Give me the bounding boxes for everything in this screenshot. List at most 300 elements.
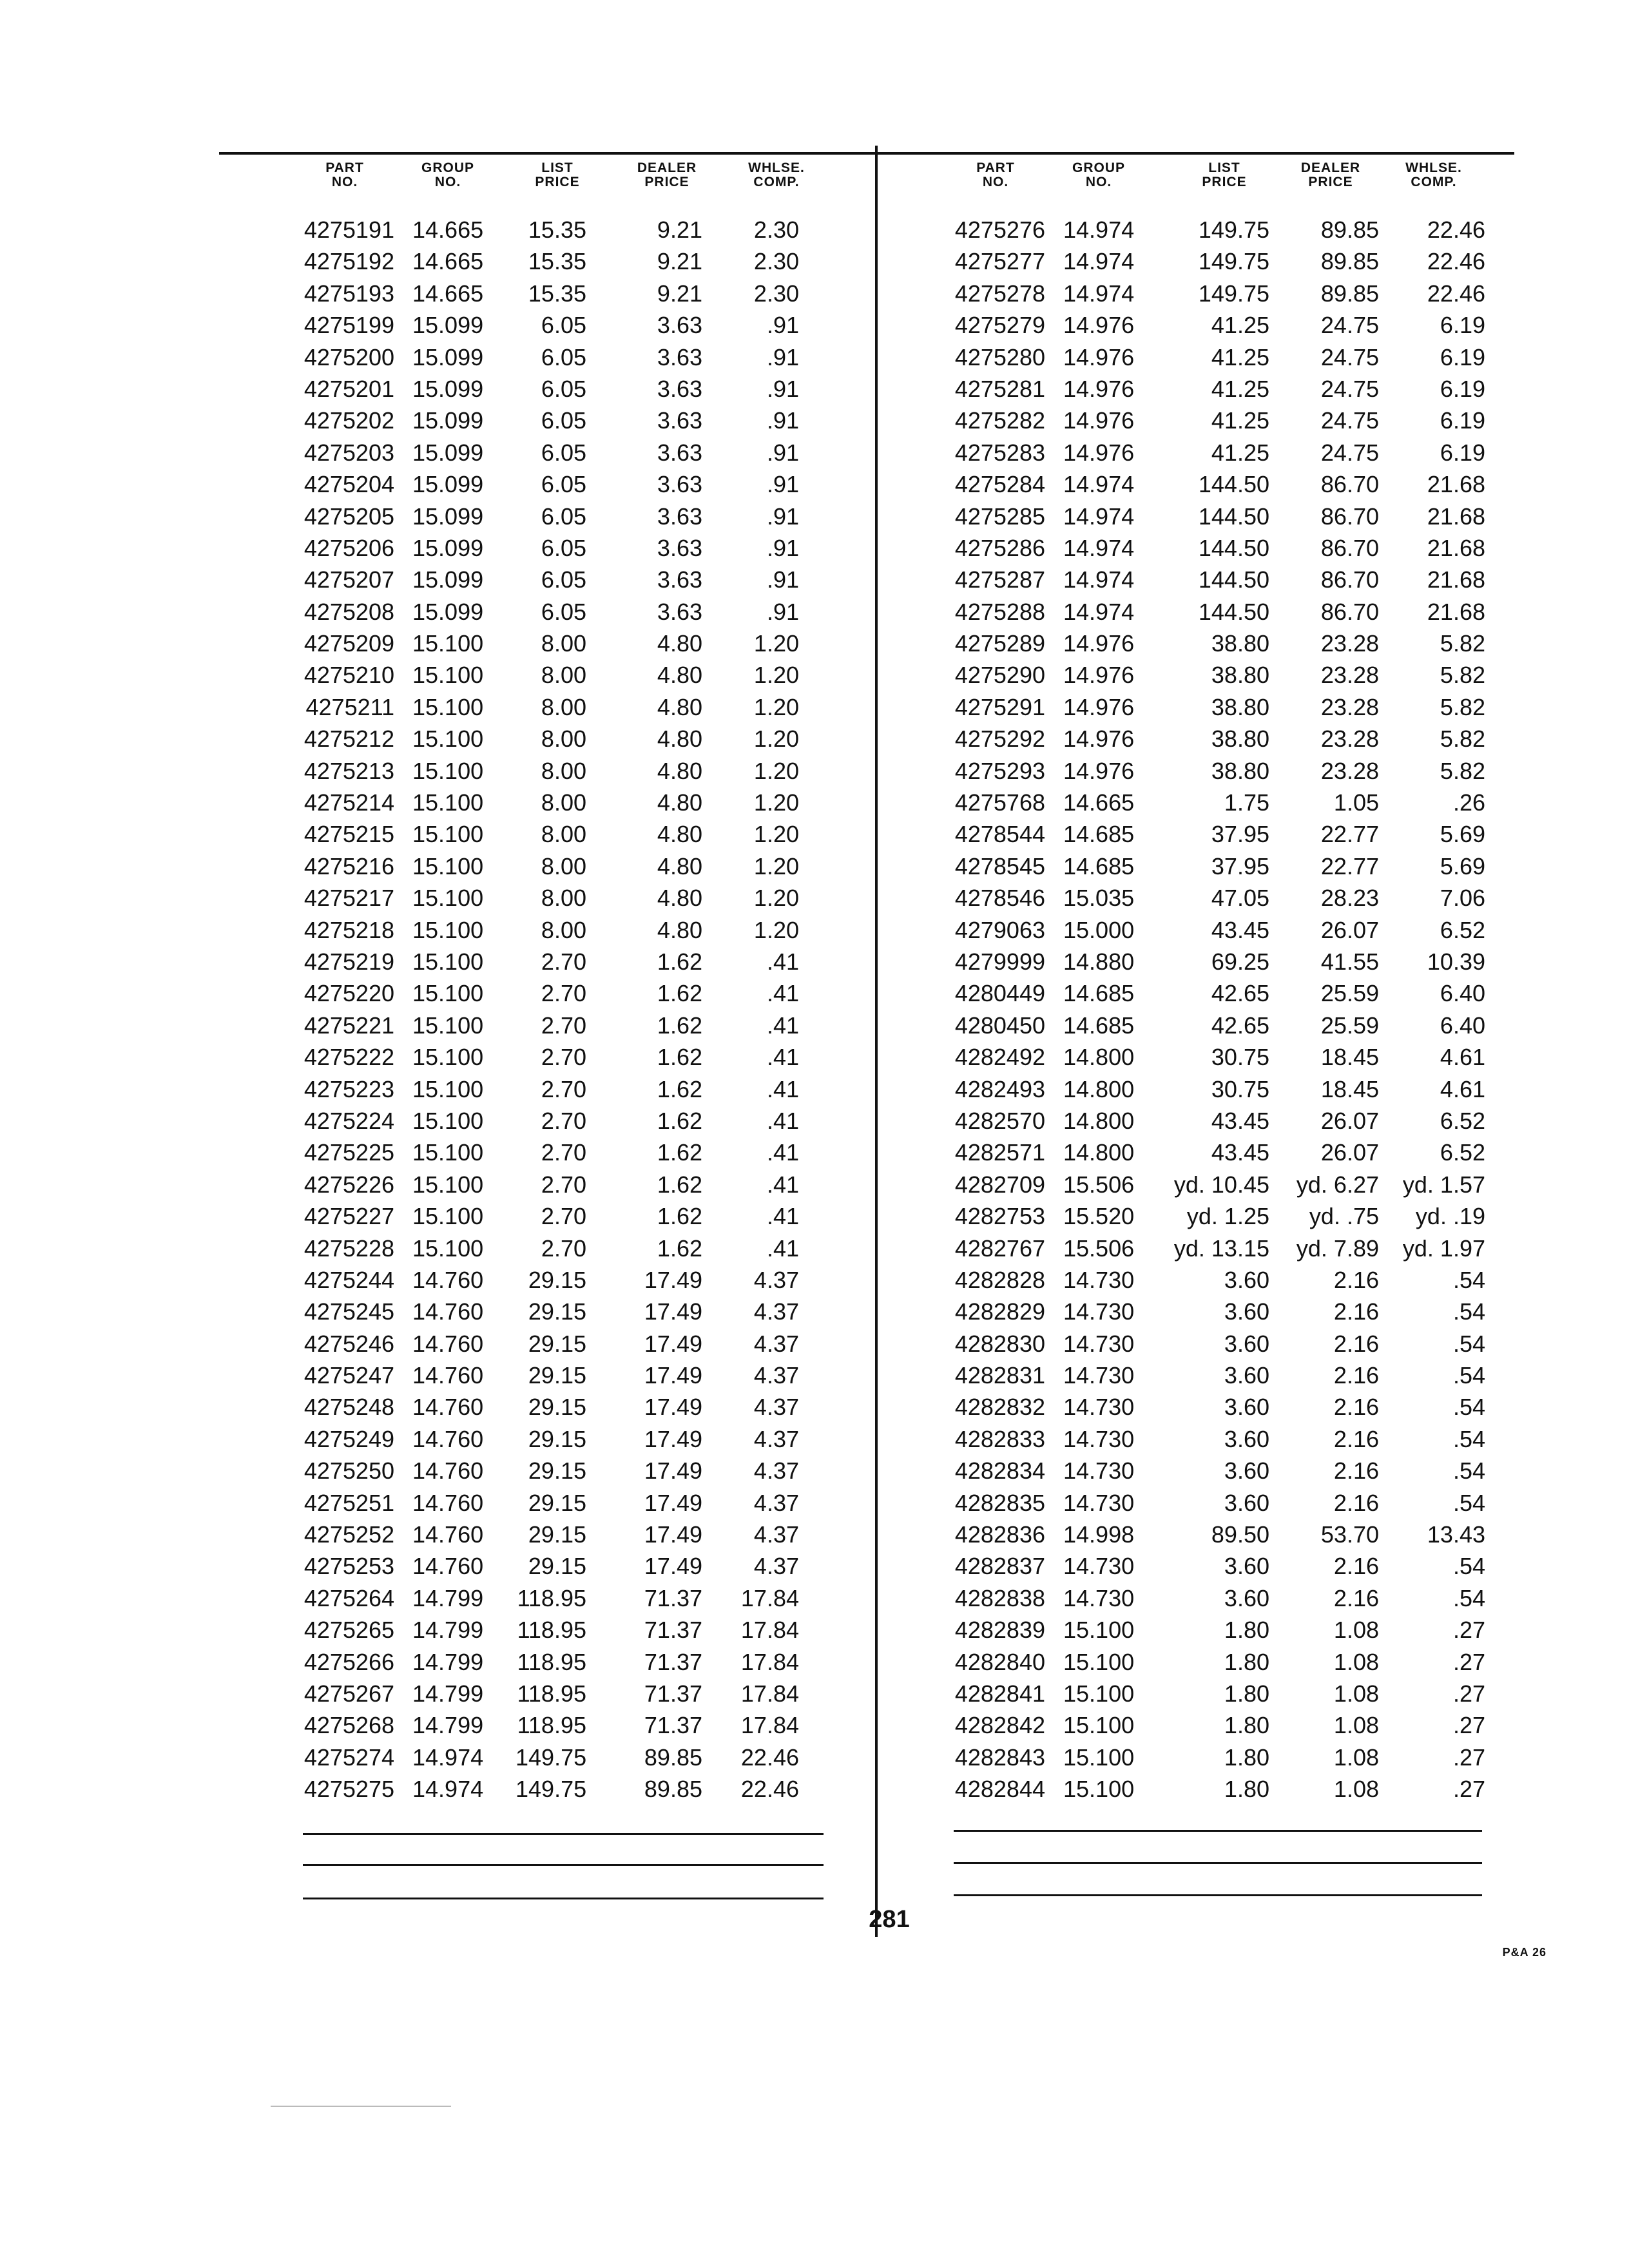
list-price-cell: 2.70 [541, 1171, 586, 1198]
part-no-cell: 4282767 [954, 1235, 1045, 1262]
part-no-cell: 4275205 [304, 503, 394, 530]
dealer-price-cell: 9.21 [657, 248, 702, 275]
list-price-cell: 6.05 [541, 407, 586, 434]
dealer-price-cell: 1.62 [657, 1107, 702, 1134]
group-no-cell: 14.799 [412, 1712, 484, 1739]
part-no-cell: 4282842 [954, 1712, 1045, 1739]
whlse-comp-cell: 4.37 [753, 1521, 799, 1548]
whlse-comp-cell: 1.20 [753, 630, 799, 657]
whlse-comp-cell: .91 [766, 375, 799, 402]
list-price-cell: 2.70 [541, 948, 586, 975]
part-no-cell: 4282492 [954, 1044, 1045, 1071]
table-row [284, 341, 838, 373]
whlse-comp-cell: .54 [1452, 1584, 1485, 1611]
whlse-comp-cell: 6.19 [1440, 375, 1485, 402]
list-price-cell: 69.25 [1211, 948, 1269, 975]
whlse-comp-cell: .41 [766, 1203, 799, 1230]
table-row [934, 1296, 1501, 1327]
list-price-cell: 15.35 [528, 280, 586, 307]
group-no-cell: 14.665 [412, 280, 484, 307]
group-no-cell: 14.974 [1063, 566, 1135, 593]
dealer-price-cell: 26.07 [1320, 1139, 1379, 1166]
group-no-cell: 14.730 [1063, 1394, 1135, 1421]
part-no-cell: 4275768 [954, 789, 1045, 816]
table-row [284, 818, 838, 850]
part-no-cell: 4275281 [954, 375, 1045, 402]
table-row [934, 1582, 1501, 1614]
dealer-price-cell: 24.75 [1320, 439, 1379, 466]
part-no-cell: 4275220 [304, 980, 394, 1007]
group-no-cell: 14.800 [1063, 1075, 1135, 1102]
whlse-comp-cell: 4.61 [1440, 1075, 1485, 1102]
dealer-price-cell: 25.59 [1320, 980, 1379, 1007]
part-no-cell: 4280449 [954, 980, 1045, 1007]
table-row [934, 1200, 1501, 1232]
list-price-cell: 30.75 [1211, 1044, 1269, 1071]
table-row [934, 787, 1501, 818]
whlse-comp-cell: .91 [766, 471, 799, 498]
table-row [934, 1614, 1501, 1646]
whlse-comp-cell: 5.82 [1440, 693, 1485, 720]
group-no-cell: 14.665 [412, 248, 484, 275]
whlse-comp-cell: 17.84 [740, 1712, 799, 1739]
part-no-cell: 4275224 [304, 1107, 394, 1134]
group-no-cell: 14.974 [1063, 280, 1135, 307]
whlse-comp-cell: .26 [1452, 789, 1485, 816]
group-no-cell: 15.035 [1063, 885, 1135, 912]
whlse-comp-cell: .27 [1452, 1776, 1485, 1803]
list-price-cell: 41.25 [1211, 312, 1269, 339]
part-no-cell: 4275193 [304, 280, 394, 307]
list-price-cell: 29.15 [528, 1394, 586, 1421]
dealer-price-cell: 4.80 [657, 789, 702, 816]
whlse-comp-cell: .91 [766, 503, 799, 530]
dealer-price-cell: 1.08 [1333, 1680, 1379, 1707]
group-no-cell: 14.799 [412, 1584, 484, 1611]
part-no-cell: 4278544 [954, 821, 1045, 848]
whlse-comp-cell: 1.20 [753, 757, 799, 784]
header-list-price: LIST PRICE [1202, 160, 1247, 189]
header-group-no: GROUP NO. [421, 160, 474, 189]
list-price-cell: 118.95 [517, 1584, 586, 1611]
header-whlse-comp: WHLSE. COMP. [748, 160, 805, 189]
dealer-price-cell: 2.16 [1333, 1362, 1379, 1389]
dealer-price-cell: 1.62 [657, 1075, 702, 1102]
whlse-comp-cell: 6.19 [1440, 343, 1485, 370]
part-no-cell: 4275266 [304, 1648, 394, 1675]
group-no-cell: 14.800 [1063, 1107, 1135, 1134]
group-no-cell: 14.730 [1063, 1266, 1135, 1293]
table-row [934, 468, 1501, 500]
group-no-cell: 14.976 [1063, 343, 1135, 370]
group-no-cell: 14.976 [1063, 693, 1135, 720]
group-no-cell: 15.100 [412, 726, 484, 753]
dealer-price-cell: 2.16 [1333, 1425, 1379, 1452]
part-no-cell: 4275282 [954, 407, 1045, 434]
dealer-price-cell: 1.62 [657, 1171, 702, 1198]
whlse-comp-cell: 5.69 [1440, 821, 1485, 848]
list-price-cell: 2.70 [541, 1235, 586, 1262]
dealer-price-cell: 1.08 [1333, 1712, 1379, 1739]
table-row [284, 1773, 838, 1805]
part-no-cell: 4275247 [304, 1362, 394, 1389]
group-no-cell: 15.099 [412, 439, 484, 466]
list-price-cell: 42.65 [1211, 980, 1269, 1007]
part-no-cell: 4275287 [954, 566, 1045, 593]
dealer-price-cell: 23.28 [1320, 757, 1379, 784]
dealer-price-cell: 89.85 [1320, 216, 1379, 243]
table-row [934, 1391, 1501, 1423]
part-no-cell: 4282844 [954, 1776, 1045, 1803]
table-row [934, 309, 1501, 341]
part-no-cell: 4275284 [954, 471, 1045, 498]
group-no-cell: 14.760 [412, 1298, 484, 1325]
list-price-cell: 37.95 [1211, 821, 1269, 848]
table-row [934, 1264, 1501, 1296]
group-no-cell: 15.100 [412, 693, 484, 720]
group-no-cell: 14.974 [412, 1744, 484, 1771]
table-row [934, 501, 1501, 532]
whlse-comp-cell: 6.52 [1440, 1139, 1485, 1166]
table-row [284, 914, 838, 946]
table-row [934, 850, 1501, 882]
list-price-cell: 29.15 [528, 1553, 586, 1580]
table-row [284, 1169, 838, 1200]
dealer-price-cell: 3.63 [657, 598, 702, 625]
whlse-comp-cell: .41 [766, 1044, 799, 1071]
table-row [284, 1137, 838, 1168]
group-no-cell: 14.998 [1063, 1521, 1135, 1548]
group-no-cell: 14.760 [412, 1521, 484, 1548]
header-dealer-price: DEALER PRICE [637, 160, 697, 189]
whlse-comp-cell: 17.84 [740, 1584, 799, 1611]
table-row [934, 1455, 1501, 1486]
list-price-cell: yd. 10.45 [1173, 1171, 1269, 1198]
dealer-price-cell: 3.63 [657, 343, 702, 370]
table-row [284, 1550, 838, 1582]
list-price-cell: 8.00 [541, 662, 586, 689]
group-no-cell: 15.099 [412, 343, 484, 370]
whlse-comp-cell: .41 [766, 1075, 799, 1102]
whlse-comp-cell: 22.46 [740, 1744, 799, 1771]
dealer-price-cell: 26.07 [1320, 1107, 1379, 1134]
part-no-cell: 4278545 [954, 852, 1045, 879]
dealer-price-cell: 2.16 [1333, 1298, 1379, 1325]
list-price-cell: 8.00 [541, 852, 586, 879]
left-price-table [284, 161, 838, 1805]
list-price-cell: 6.05 [541, 343, 586, 370]
group-no-cell: 14.665 [1063, 789, 1135, 816]
table-row [284, 1296, 838, 1327]
part-no-cell: 4282839 [954, 1617, 1045, 1644]
list-price-cell: 8.00 [541, 916, 586, 943]
list-price-cell: 6.05 [541, 439, 586, 466]
table-row [284, 1423, 838, 1455]
group-no-cell: 14.974 [1063, 503, 1135, 530]
dealer-price-cell: 22.77 [1320, 852, 1379, 879]
group-no-cell: 15.099 [412, 375, 484, 402]
whlse-comp-cell: .54 [1452, 1553, 1485, 1580]
list-price-cell: 41.25 [1211, 343, 1269, 370]
dealer-price-cell: 24.75 [1320, 375, 1379, 402]
part-no-cell: 4280450 [954, 1012, 1045, 1039]
part-no-cell: 4282835 [954, 1489, 1045, 1516]
whlse-comp-cell: .54 [1452, 1298, 1485, 1325]
dealer-price-cell: 2.16 [1333, 1584, 1379, 1611]
group-no-cell: 14.730 [1063, 1457, 1135, 1485]
dealer-price-cell: 1.62 [657, 1235, 702, 1262]
group-no-cell: 15.100 [412, 1012, 484, 1039]
table-row [934, 1010, 1501, 1041]
whlse-comp-cell: .27 [1452, 1744, 1485, 1771]
table-row [934, 373, 1501, 405]
whlse-comp-cell: .41 [766, 1012, 799, 1039]
whlse-comp-cell: 21.68 [1427, 598, 1485, 625]
whlse-comp-cell: 4.37 [753, 1457, 799, 1485]
part-no-cell: 4275251 [304, 1489, 394, 1516]
list-price-cell: 3.60 [1224, 1457, 1269, 1485]
table-row [284, 437, 838, 468]
dealer-price-cell: 24.75 [1320, 343, 1379, 370]
table-row [284, 1582, 838, 1614]
part-no-cell: 4275278 [954, 280, 1045, 307]
header-part-no: PART NO. [325, 160, 364, 189]
group-no-cell: 14.800 [1063, 1139, 1135, 1166]
table-row [934, 1646, 1501, 1678]
list-price-cell: 15.35 [528, 216, 586, 243]
group-no-cell: 14.976 [1063, 439, 1135, 466]
dealer-price-cell: 3.63 [657, 375, 702, 402]
dealer-price-cell: 17.49 [644, 1521, 702, 1548]
part-no-cell: 4275213 [304, 757, 394, 784]
dealer-price-cell: 22.77 [1320, 821, 1379, 848]
list-price-cell: 2.70 [541, 1139, 586, 1166]
whlse-comp-cell: .54 [1452, 1330, 1485, 1357]
dealer-price-cell: 17.49 [644, 1457, 702, 1485]
part-no-cell: 4282753 [954, 1203, 1045, 1230]
list-price-cell: 1.80 [1224, 1776, 1269, 1803]
whlse-comp-cell: 1.20 [753, 726, 799, 753]
whlse-comp-cell: yd. .19 [1415, 1203, 1485, 1230]
table-row [934, 278, 1501, 309]
whlse-comp-cell: .91 [766, 312, 799, 339]
group-no-cell: 15.100 [412, 789, 484, 816]
list-price-cell: 15.35 [528, 248, 586, 275]
dealer-price-cell: 1.08 [1333, 1617, 1379, 1644]
group-no-cell: 14.976 [1063, 662, 1135, 689]
group-no-cell: 14.760 [412, 1457, 484, 1485]
whlse-comp-cell: 4.37 [753, 1394, 799, 1421]
part-no-cell: 4275226 [304, 1171, 394, 1198]
table-row [284, 1487, 838, 1519]
whlse-comp-cell: 21.68 [1427, 471, 1485, 498]
part-no-cell: 4275228 [304, 1235, 394, 1262]
group-no-cell: 14.665 [412, 216, 484, 243]
list-price-cell: 38.80 [1211, 630, 1269, 657]
part-no-cell: 4275204 [304, 471, 394, 498]
group-no-cell: 14.730 [1063, 1330, 1135, 1357]
dealer-price-cell: 3.63 [657, 407, 702, 434]
footer-code: P&A 26 [1502, 1946, 1547, 1959]
dealer-price-cell: 1.62 [657, 980, 702, 1007]
dealer-price-cell: 89.85 [1320, 280, 1379, 307]
dealer-price-cell: 24.75 [1320, 312, 1379, 339]
list-price-cell: 1.75 [1224, 789, 1269, 816]
group-no-cell: 15.100 [412, 1044, 484, 1071]
dealer-price-cell: 1.62 [657, 948, 702, 975]
dealer-price-cell: 3.63 [657, 503, 702, 530]
table-row [284, 1105, 838, 1137]
part-no-cell: 4275207 [304, 566, 394, 593]
dealer-price-cell: 23.28 [1320, 662, 1379, 689]
list-price-cell: 118.95 [517, 1617, 586, 1644]
whlse-comp-cell: 5.82 [1440, 662, 1485, 689]
table-row [934, 1423, 1501, 1455]
whlse-comp-cell: 21.68 [1427, 503, 1485, 530]
table-row [284, 723, 838, 754]
right-price-table [934, 161, 1501, 1805]
list-price-cell: 43.45 [1211, 1107, 1269, 1134]
group-no-cell: 14.730 [1063, 1298, 1135, 1325]
dealer-price-cell: 2.16 [1333, 1266, 1379, 1293]
part-no-cell: 4275250 [304, 1457, 394, 1485]
dealer-price-cell: 2.16 [1333, 1330, 1379, 1357]
dealer-price-cell: 3.63 [657, 312, 702, 339]
dealer-price-cell: yd. 6.27 [1296, 1171, 1379, 1198]
dealer-price-cell: 89.85 [644, 1744, 702, 1771]
part-no-cell: 4282843 [954, 1744, 1045, 1771]
whlse-comp-cell: 10.39 [1427, 948, 1485, 975]
group-no-cell: 15.100 [412, 1171, 484, 1198]
group-no-cell: 15.100 [412, 630, 484, 657]
part-no-cell: 4275264 [304, 1584, 394, 1611]
table-row [934, 1678, 1501, 1709]
dealer-price-cell: 23.28 [1320, 630, 1379, 657]
list-price-cell: 2.70 [541, 1044, 586, 1071]
part-no-cell: 4279999 [954, 948, 1045, 975]
list-price-cell: 38.80 [1211, 693, 1269, 720]
table-row [934, 1742, 1501, 1773]
group-no-cell: 14.976 [1063, 726, 1135, 753]
group-no-cell: 14.974 [1063, 216, 1135, 243]
group-no-cell: 15.100 [412, 1107, 484, 1134]
table-row [284, 1200, 838, 1232]
table-row [934, 914, 1501, 946]
group-no-cell: 14.800 [1063, 1044, 1135, 1071]
table-row [284, 977, 838, 1009]
table-row [934, 628, 1501, 659]
part-no-cell: 4282833 [954, 1425, 1045, 1452]
group-no-cell: 15.100 [412, 757, 484, 784]
group-no-cell: 15.100 [412, 662, 484, 689]
table-row [284, 1709, 838, 1741]
whlse-comp-cell: .54 [1452, 1266, 1485, 1293]
part-no-cell: 4275288 [954, 598, 1045, 625]
table-row [934, 977, 1501, 1009]
part-no-cell: 4275268 [304, 1712, 394, 1739]
list-price-cell: 6.05 [541, 312, 586, 339]
table-row [934, 755, 1501, 787]
group-no-cell: 15.000 [1063, 916, 1135, 943]
part-no-cell: 4275212 [304, 726, 394, 753]
part-no-cell: 4275221 [304, 1012, 394, 1039]
dealer-price-cell: 1.08 [1333, 1648, 1379, 1675]
part-no-cell: 4275211 [305, 693, 394, 720]
blank-entry-line [303, 1898, 824, 1899]
whlse-comp-cell: 4.37 [753, 1362, 799, 1389]
table-row [934, 1169, 1501, 1200]
list-price-cell: 29.15 [528, 1298, 586, 1325]
part-no-cell: 4282831 [954, 1362, 1045, 1389]
part-no-cell: 4275279 [954, 312, 1045, 339]
part-no-cell: 4275244 [304, 1266, 394, 1293]
dealer-price-cell: 71.37 [644, 1712, 702, 1739]
dealer-price-cell: 23.28 [1320, 726, 1379, 753]
group-no-cell: 15.099 [412, 407, 484, 434]
dealer-price-cell: 18.45 [1320, 1075, 1379, 1102]
part-no-cell: 4275214 [304, 789, 394, 816]
table-row [284, 659, 838, 691]
whlse-comp-cell: 4.37 [753, 1553, 799, 1580]
whlse-comp-cell: 13.43 [1427, 1521, 1485, 1548]
whlse-comp-cell: .91 [766, 534, 799, 561]
table-row [284, 373, 838, 405]
list-price-cell: 3.60 [1224, 1553, 1269, 1580]
list-price-cell: 3.60 [1224, 1584, 1269, 1611]
group-no-cell: 14.974 [1063, 471, 1135, 498]
part-no-cell: 4275290 [954, 662, 1045, 689]
dealer-price-cell: 4.80 [657, 885, 702, 912]
table-row [284, 1678, 838, 1709]
list-price-cell: 144.50 [1198, 534, 1269, 561]
table-row [934, 532, 1501, 564]
part-no-cell: 4282840 [954, 1648, 1045, 1675]
part-no-cell: 4282837 [954, 1553, 1045, 1580]
table-row [934, 1328, 1501, 1360]
list-price-cell: 38.80 [1211, 726, 1269, 753]
dealer-price-cell: 3.63 [657, 439, 702, 466]
whlse-comp-cell: .27 [1452, 1712, 1485, 1739]
group-no-cell: 14.976 [1063, 630, 1135, 657]
list-price-cell: 2.70 [541, 980, 586, 1007]
whlse-comp-cell: .27 [1452, 1680, 1485, 1707]
part-no-cell: 4275223 [304, 1075, 394, 1102]
part-no-cell: 4275253 [304, 1553, 394, 1580]
list-price-cell: 118.95 [517, 1648, 586, 1675]
whlse-comp-cell: 6.40 [1440, 1012, 1485, 1039]
group-no-cell: 15.100 [1063, 1680, 1135, 1707]
whlse-comp-cell: yd. 1.97 [1402, 1235, 1485, 1262]
list-price-cell: 37.95 [1211, 852, 1269, 879]
whlse-comp-cell: .41 [766, 1139, 799, 1166]
dealer-price-cell: 4.80 [657, 821, 702, 848]
group-no-cell: 15.506 [1063, 1235, 1135, 1262]
group-no-cell: 15.100 [412, 1203, 484, 1230]
table-row [284, 787, 838, 818]
dealer-price-cell: 1.62 [657, 1139, 702, 1166]
blank-entry-line [303, 1864, 824, 1866]
dealer-price-cell: 17.49 [644, 1266, 702, 1293]
dealer-price-cell: yd. 7.89 [1296, 1235, 1379, 1262]
part-no-cell: 4275225 [304, 1139, 394, 1166]
list-price-cell: 3.60 [1224, 1362, 1269, 1389]
table-row [284, 1519, 838, 1550]
table-row [284, 405, 838, 436]
whlse-comp-cell: 2.30 [753, 280, 799, 307]
table-row [934, 1360, 1501, 1391]
table-row [284, 1391, 838, 1423]
blank-entry-line [954, 1830, 1482, 1832]
